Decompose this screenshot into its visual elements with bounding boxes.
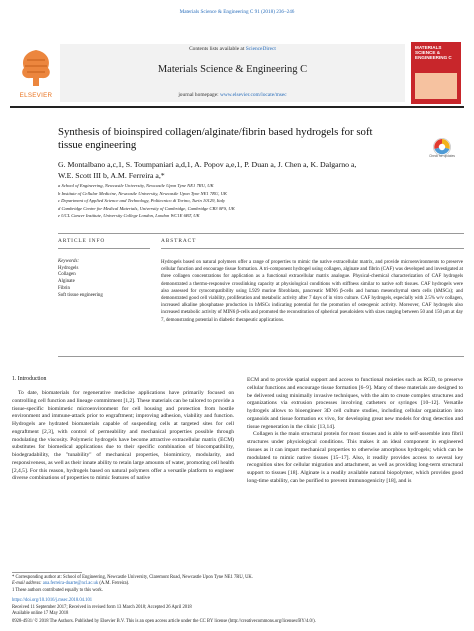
journal-title: Materials Science & Engineering C — [157, 64, 308, 75]
abstract-heading: ABSTRACT — [161, 238, 197, 244]
keyword: Soft tissue engineering — [58, 292, 103, 298]
received-dates: Received 11 September 2017; Received in revised form 13 March 2018; Accepted 26 April 2018 — [12, 604, 192, 610]
affiliations — [58, 182, 458, 220]
footnotes — [12, 575, 462, 626]
journal-cover: MATERIALS SCIENCE & ENGINEERING C — [411, 42, 461, 104]
authors-line-1[interactable]: G. Montalbano a,c,1, S. Toumpaniari a,d,1, A. Popov a,e,1, P. Duan a, J. Chen a, K. Dalgarno a, — [58, 160, 357, 169]
contents-line: Contents lists available at ScienceDirect — [189, 46, 276, 52]
affiliation: c Department of Applied Science and Technology, Politecnico di Torino, Turin 10129, Italy — [58, 198, 226, 204]
affiliation: b Institute of Cellular Medicine, Newcastle University, Newcastle Upon Tyne NE1 7RU, UK — [58, 190, 227, 196]
affiliation: d Cambridge Centre for Medical Materials, University of Cambridge, Cambridge CB3 0FS, UK — [58, 205, 235, 211]
email-link[interactable]: ana.ferreira-duarte@ncl.ac.uk — [42, 581, 99, 587]
authors-line-2[interactable]: W.E. Scott III b, A.M. Ferreira a,* — [58, 170, 165, 180]
header-rule — [10, 106, 464, 108]
body-paragraph: ECM and to provide spatial support and access to functional moieties such as RGD, to preserve cellular functions and encourage tissue formation [6–9]. Many of these materials are designed to be delivered using minimally invasive techniques, with the aim to create complex structures and organizations via extrusion processes involving catheters or syringes [10–12]. Versatile hydrogels allows to bioengineer 3D cell culture studies, including cellular organization into organoids and tissue formation ex vivo, for developing great new models for drug detection and tissue regeneration in the clinic [13,14]. — [247, 377, 463, 430]
check-for-updates-label[interactable]: Check for updates — [429, 154, 455, 158]
homepage-line: journal homepage: www.elsevier.com/locate/msec — [178, 92, 287, 98]
affiliation: a School of Engineering, Newcastle University, Newcastle Upon Tyne NE1 7RU, UK — [58, 183, 214, 188]
affiliation: e UCL Cancer Institute, University College London, London WC1E 6BT, UK — [58, 213, 200, 219]
article-info-heading: ARTICLE INFO — [58, 238, 106, 244]
sciencedirect-link[interactable]: ScienceDirect — [245, 46, 276, 52]
body-column-right — [247, 377, 463, 486]
section-rule — [161, 248, 464, 249]
equal-contribution-note: 1 These authors contributed equally to this work. — [12, 587, 103, 593]
keyword: Alginate — [58, 279, 75, 285]
keywords-label: Keywords: — [58, 259, 80, 264]
abstract-text: Hydrogels based on natural polymers offer a range of properties to mimic the native extracellular matrix, and provide microenvironments to preserve cellular function and encourage tissue formation. A tri-component hydrogel using collagen, alginate and fibrin (CAF) was developed and investigated at three collagen concentrations for application as a functional extracellular matrix analogue. Physical-chemical characterization of CAF hydrogels demonstrated a thermo-responsive crosslinking capacity at physiological conditions with stiffness similar to native soft tissues. CAF hydrogels were also assessed for cytocompatibility using L929 murine fibroblasts, pancreatic MIN6 β-cells and human mesenchymal stem cells (hMSCs); and demonstrated good cell viability, proliferation and metabolic activity after 7 days of in vitro culture. CAF hydrogels, especially with 2.5% w/v collagen, increased alkaline phosphatase production in hMSCs indicating potential for the promotion of osteogenic activity. Moreover, CAF hydrogels also increased metabolic activity of MIN6 β-cells and promoted the reconstitution of spherical pseudoislets with sizes ranging between 50 and 150 μm at day 7, demonstrating potential in diabetic therapeutic applications. — [161, 260, 463, 323]
corresponding-note: * Corresponding author at: School of Engineering, Newcastle University, Claremont Road, Newcastle Upon Tyne NE1 7RU, UK. — [12, 575, 253, 580]
section-rule — [58, 356, 464, 357]
keyword: Hydrogels — [58, 265, 79, 271]
introduction-heading: 1. Introduction — [12, 376, 47, 382]
publisher-name: ELSEVIER — [19, 92, 53, 99]
elsevier-tree-logo — [15, 46, 57, 88]
body-paragraph: To date, biomaterials for regenerative medicine applications have primarily focused on controlling cell function and lineage commitment [1,2]. These materials can be tailored to provide a tissue-specific biomimetic microenvironment for cell housing and protection from hostile environment and immune-attack prior to engraftment; improving adhesion, viability and function. Hydrogels are hydrated biomaterials capable of suspending cells at targeted sites for cell engraftment [2,3], with control of permeability and mechanical properties possible through modulating the viscosity. Polymeric hydrogels have become attractive extracellular matrix (ECM) substitutes for biomedical applications due to their specific combination of biocompatibility, biodegradability, the "tunability" of mechanical properties, biomimicry, modularity, and responsiveness, as well as their innate ability to retain large amounts of water, promoting cell health [2,4,5]. For this reason, hydrogels based on natural polymers offer a versatile platform to engineer diverse combinations of properties to mimic features of native — [12, 390, 234, 482]
body-paragraph: Collagen is the main structural protein for most tissues and is able to self-assemble into fibril structures under physiological conditions. This makes it an ideal component in engineered tissues as it can impart mechanical properties to otherwise amorphous hydrogels; which can be modulated to mimic native tissues [15–17]. Also, it readily provides access to several key recognition sites for cellular migration and attachment, as well as providing long-term structural support to tissues [18]. Alginate is a readily available natural biopolymer, which provides good long-time stability, can be purified to prevent immunogenicity [18], and is — [247, 431, 463, 484]
available-online: Available online 17 May 2018 — [12, 611, 69, 617]
homepage-link[interactable]: www.elsevier.com/locate/msec — [219, 92, 287, 98]
keyword: Collagen — [58, 272, 76, 278]
footnote-rule — [12, 572, 82, 573]
article-title: Synthesis of bioinspired collagen/alginate/fibrin based hydrogels for soft tissue engineering — [58, 126, 373, 151]
license-line: 0928-4931/ © 2018 The Authors. Published by Elsevier B.V. This is an open access article under the CC BY license (http://creativecommons.org/licenses/BY/4.0/). — [12, 619, 316, 625]
section-rule — [58, 233, 464, 234]
body-column-left — [12, 390, 234, 483]
author-list — [58, 160, 458, 181]
email-line: E-mail address: ana.ferreira-duarte@ncl.ac.uk (A.M. Ferreira). — [12, 581, 130, 587]
keywords-list — [58, 259, 148, 299]
section-rule — [58, 248, 150, 249]
doi-link[interactable]: https://doi.org/10.1016/j.msec.2018.04.101 — [12, 598, 93, 604]
journal-reference[interactable]: Materials Science & Engineering C 91 (2018) 236–246 — [179, 9, 295, 15]
cover-image — [415, 73, 457, 99]
keyword: Fibrin — [58, 285, 70, 291]
